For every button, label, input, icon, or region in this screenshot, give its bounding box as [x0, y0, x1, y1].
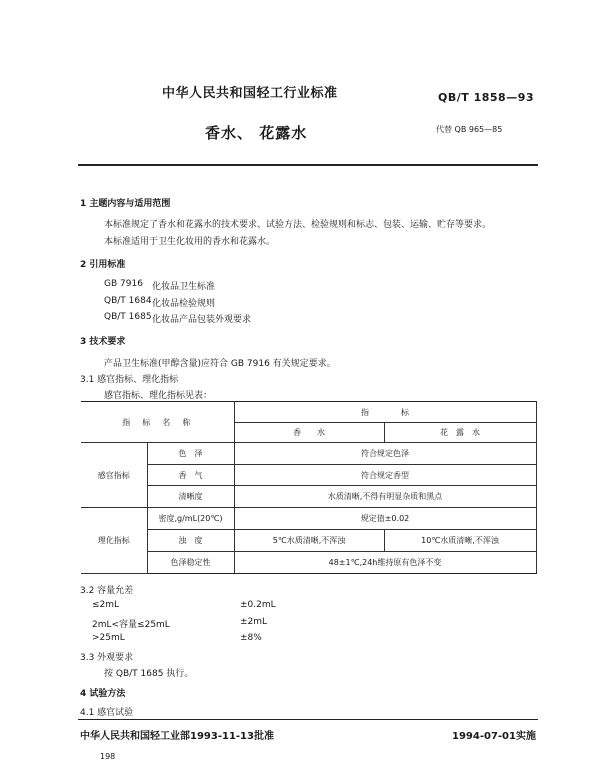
row-value-color: 符合规定色泽	[234, 443, 536, 465]
section-3-2-heading: 3.2 容量允差	[80, 586, 134, 596]
section-2-heading: 2 引用标准	[80, 260, 126, 270]
header-indicator-name	[81, 402, 234, 443]
section-3-heading: 3 技术要求	[80, 337, 126, 347]
reference-code: GB 7916	[104, 279, 143, 289]
reference-name: 化妆品卫生标准	[152, 282, 216, 292]
header-divider	[78, 164, 538, 166]
volume-range: >25mL	[92, 633, 125, 643]
reference-code: QB/T 1684	[104, 296, 152, 306]
row-name-turbidity: 浊 度	[147, 530, 234, 552]
section-1-paragraph-2: 本标准适用于卫生化妆用的香水和花露水。	[104, 237, 276, 247]
section-3-3-heading: 3.3 外观要求	[80, 653, 134, 663]
volume-range: 2mL<容量≤25mL	[92, 620, 170, 630]
volume-tolerance: ±8%	[240, 633, 262, 643]
reference-code: QB/T 1685	[104, 312, 152, 322]
group-sensory: 感官指标	[81, 443, 147, 508]
row-name-stability: 色泽稳定性	[147, 552, 234, 574]
header-floral-water: 花 露 水	[384, 423, 536, 443]
reference-name: 化妆品检验规则	[152, 299, 216, 309]
header-indicator-name-label: 指 标 名 称	[122, 417, 193, 427]
section-4-heading: 4 试验方法	[80, 689, 126, 699]
section-3-paragraph: 产品卫生标准(甲醇含量)应符合 GB 7916 有关规定要求。	[104, 359, 336, 369]
header-perfume: 香 水	[234, 423, 384, 443]
section-3-3-text: 按 QB/T 1685 执行。	[104, 669, 194, 679]
row-name-clarity: 清晰度	[147, 486, 234, 508]
volume-tolerance: ±2mL	[240, 617, 268, 627]
header-indicator: 指 标	[234, 402, 536, 423]
row-value-aroma: 符合规定香型	[234, 465, 536, 486]
row-name-color: 色 泽	[147, 443, 234, 465]
volume-range: ≤2mL	[92, 600, 120, 610]
footer-divider	[78, 719, 538, 720]
document-title: 香水、 花露水	[205, 124, 308, 142]
effective-date: 1994-07-01实施	[452, 731, 536, 742]
page-number: 198	[100, 752, 116, 761]
row-name-aroma: 香 气	[147, 465, 234, 486]
row-value-clarity: 水质清晰,不得有明显杂质和黑点	[234, 486, 536, 508]
volume-tolerance: ±0.2mL	[240, 600, 276, 610]
row-value-turbidity-floral: 10℃水质清晰,不浑浊	[384, 530, 536, 552]
specification-table	[81, 401, 537, 574]
section-3-1-text: 感官指标、理化指标见表：	[104, 391, 213, 401]
section-4-1-heading: 4.1 感官试验	[80, 708, 134, 718]
section-1-paragraph-1: 本标准规定了香水和花露水的技术要求、试验方法、检验规则和标志、包装、运输、贮存等要求。	[104, 220, 492, 230]
section-3-1-heading: 3.1 感官指标、理化指标	[80, 375, 179, 385]
issuer-approval: 中华人民共和国轻工业部1993-11-13批准	[80, 731, 274, 742]
reference-name: 化妆品产品包装外观要求	[152, 315, 252, 325]
issuing-standard-title: 中华人民共和国轻工行业标准	[162, 86, 338, 101]
row-name-density: 密度,g/mL(20℃)	[147, 508, 234, 530]
row-value-stability: 48±1℃,24h维持原有色泽不变	[234, 552, 536, 574]
row-value-turbidity-perfume: 5℃水质清晰,不浑浊	[234, 530, 384, 552]
section-1-heading: 1 主题内容与适用范围	[80, 199, 171, 209]
group-physicochemical: 理化指标	[81, 508, 147, 574]
row-value-density: 规定值±0.02	[234, 508, 536, 530]
replaces-note: 代替 QB 965—85	[436, 125, 503, 134]
standard-code: QB/T 1858—93	[438, 91, 535, 104]
